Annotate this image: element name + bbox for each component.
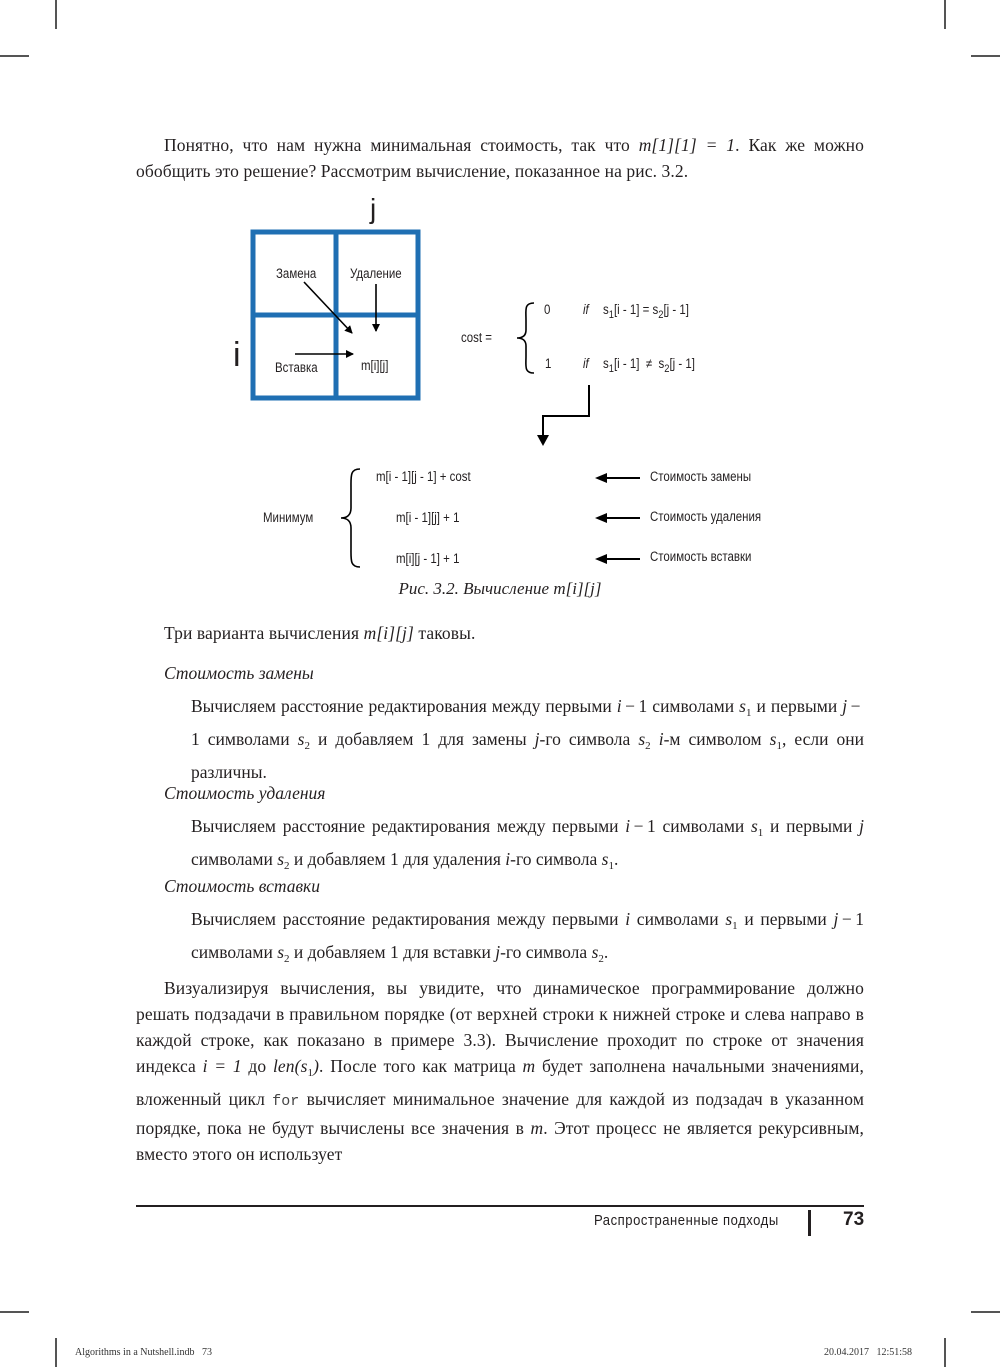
axis-i-label: i bbox=[233, 336, 241, 374]
closing-math-i: i = 1 bbox=[202, 1056, 242, 1076]
slug-datetime: 20.04.2017 12:51:58 bbox=[824, 1347, 913, 1358]
closing-math-m2: m bbox=[530, 1118, 544, 1138]
crop-mark-top-right-v bbox=[944, 0, 946, 29]
crop-mark-top-right-h bbox=[971, 55, 1000, 57]
note-arrow-2 bbox=[595, 511, 641, 525]
footer-separator bbox=[808, 1210, 811, 1236]
cost-case0-value: 0 bbox=[544, 302, 551, 317]
closing-text-4: будет заполнена начальными значениями, вложенный цикл bbox=[136, 1056, 865, 1109]
three-variants-text-2: таковы. bbox=[413, 623, 476, 643]
cost-case1-if: if bbox=[583, 356, 589, 371]
closing-math-m: m bbox=[522, 1056, 536, 1076]
closing-math-len: $len(s_1)$ bbox=[272, 1056, 320, 1079]
figure-caption: Рис. 3.2. Вычисление m[i][j] bbox=[398, 579, 602, 598]
three-variants-math: m[i][j] bbox=[363, 623, 414, 643]
crop-mark-bottom-left-v bbox=[55, 1338, 57, 1367]
term-deletion: Стоимость удаления bbox=[164, 783, 326, 803]
term-insertion: Стоимость вставки bbox=[164, 876, 320, 896]
note-substitution: Стоимость замены bbox=[650, 469, 752, 484]
definition-insertion: Вычисляем расстояние редактирования между первыми i символами $s_1$ и первыми j − 1 символами $s_2$ и добавляем 1 для вставки j-го символа $s_2$. bbox=[191, 909, 864, 965]
note-insertion: Стоимость вставки bbox=[650, 549, 752, 564]
note-deletion: Стоимость удаления bbox=[650, 509, 762, 524]
cost-brace bbox=[514, 300, 536, 376]
closing-text-3: . После того как матрица bbox=[319, 1056, 523, 1076]
definition-substitution: Вычисляем расстояние редактирования между первыми i − 1 символами $s_1$ и первыми j − 1 символами $s_2$ и добавляем 1 для замены j-го символа $s_2$ i-м символом $s_1$, если они различны. bbox=[191, 696, 864, 782]
note-arrow-1 bbox=[595, 471, 641, 485]
cell-vstavka: Вставка bbox=[275, 360, 318, 375]
closing-paragraph bbox=[136, 975, 864, 1167]
closing-code-for: for bbox=[272, 1093, 300, 1110]
cost-case0-if: if bbox=[583, 302, 589, 317]
cell-udalenie: Удаление bbox=[350, 266, 402, 281]
cost-label: cost = bbox=[461, 330, 492, 345]
intro-paragraph bbox=[136, 132, 864, 184]
crop-mark-bottom-left-h bbox=[0, 1311, 29, 1313]
minimum-row-3: m[i][j - 1] + 1 bbox=[396, 551, 460, 566]
minimum-row-2: m[i - 1][j] + 1 bbox=[396, 510, 460, 525]
elbow-arrow bbox=[534, 383, 598, 449]
three-variants-paragraph bbox=[164, 620, 864, 646]
page-number: 73 bbox=[843, 1209, 865, 1230]
cell-mij: m[i][j] bbox=[361, 358, 389, 373]
dp-grid bbox=[250, 229, 422, 402]
definition-deletion: Вычисляем расстояние редактирования между первыми i − 1 символами $s_1$ и первыми j символами $s_2$ и добавляем 1 для удаления i-го символа $s_1$. bbox=[191, 816, 864, 872]
crop-mark-bottom-right-v bbox=[944, 1338, 946, 1367]
note-arrow-3 bbox=[595, 552, 641, 566]
footer-section-title: Распространенные подходы bbox=[594, 1213, 779, 1229]
minimum-brace bbox=[338, 466, 362, 570]
closing-text-6: . Этот процесс не является рекурсивным, вместо этого он использует bbox=[136, 1118, 864, 1164]
cost-case1-cond: $s_1[i - 1] \ne s_2[j - 1]$ bbox=[603, 356, 695, 375]
closing-text-2: до bbox=[241, 1056, 273, 1076]
intro-math: m[1][1] = 1 bbox=[638, 135, 736, 155]
closing-text-5: вычисляет минимальное значение для каждой из подзадач в указанном порядке, пока не будут вычислены все значения в bbox=[136, 1089, 864, 1138]
intro-text-1: Понятно, что нам нужна минимальная стоимость, так что bbox=[164, 135, 639, 155]
closing-text-1: Визуализируя вычисления, вы увидите, что динамическое программирование должно решать подзадачи в правильном порядке (от верхней строки к нижней строке и слева направо в каждой строке, как показано в примере 3.3). Вычисление проходит по строке от значения индекса bbox=[136, 978, 864, 1076]
intro-text-2: . Как же можно обобщить это решение? Рассмотрим вычисление, показанное на рис. 3.2. bbox=[136, 135, 864, 181]
crop-mark-bottom-right-h bbox=[971, 1311, 1000, 1313]
cell-zamena: Замена bbox=[276, 266, 317, 281]
slug-file: Algorithms in a Nutshell.indb 73 bbox=[75, 1347, 212, 1358]
cost-case1-value: 1 bbox=[545, 356, 552, 371]
cost-case0-cond: $s_1[i - 1] = s_2[j - 1]$ bbox=[603, 302, 689, 321]
footer-rule bbox=[136, 1205, 864, 1207]
crop-mark-top-left-h bbox=[0, 55, 29, 57]
crop-mark-top-left-v bbox=[55, 0, 57, 29]
axis-j-label: j bbox=[370, 193, 377, 224]
minimum-row-1: m[i - 1][j - 1] + cost bbox=[376, 469, 471, 484]
term-substitution: Стоимость замены bbox=[164, 663, 314, 683]
minimum-label: Минимум bbox=[263, 510, 314, 525]
three-variants-text-1: Три варианта вычисления bbox=[164, 623, 364, 643]
